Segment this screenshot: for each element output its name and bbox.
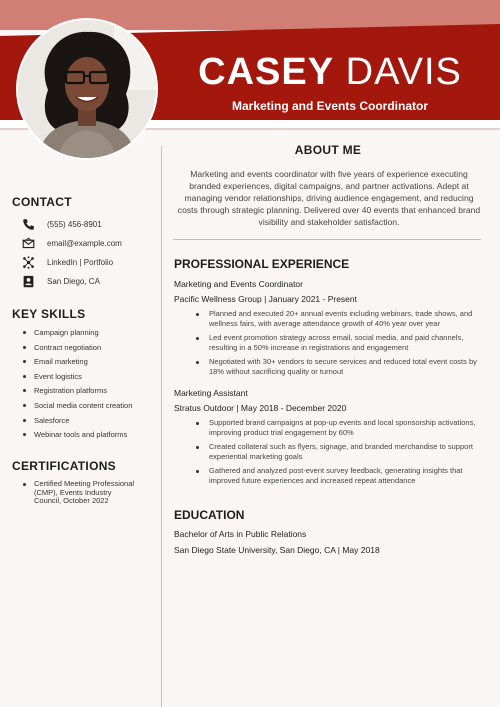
portrait-illustration: [18, 20, 156, 158]
contact-heading: CONTACT: [12, 195, 72, 209]
location-icon: [21, 274, 35, 288]
last-name: DAVIS: [345, 51, 462, 93]
job-title: Marketing and Events Coordinator: [174, 279, 303, 289]
column-divider: [161, 146, 162, 707]
job-title: Marketing Assistant: [174, 388, 248, 398]
job-bullet: Created collateral such as flyers, signage, and branded merchandise to support experiential marketing goals: [174, 442, 484, 462]
location-text: San Diego, CA: [47, 276, 100, 286]
certifications-list: [12, 480, 140, 506]
certifications-heading: CERTIFICATIONS: [12, 459, 116, 473]
skill-item: Social media content creation: [12, 401, 152, 410]
skill-item: Salesforce: [12, 416, 152, 425]
skill-item: Registration platforms: [12, 386, 152, 395]
candidate-name: [180, 52, 480, 92]
skills-heading: KEY SKILLS: [12, 307, 86, 321]
contact-location: [21, 273, 100, 289]
job-role: Marketing and Events Coordinator: [231, 99, 429, 113]
skill-item: Email marketing: [12, 357, 152, 366]
phone-number: (555) 456-8901: [47, 219, 102, 229]
contact-phone: [21, 216, 102, 232]
skill-item: Webinar tools and platforms: [12, 430, 152, 439]
skill-item: Contract negotiation: [12, 343, 152, 352]
contact-links: [21, 254, 113, 270]
job-company: Stratus Outdoor | May 2018 - December 2020: [174, 403, 347, 413]
education-degree: Bachelor of Arts in Public Relations: [174, 529, 307, 539]
education-heading: EDUCATION: [174, 508, 245, 522]
email-icon: [21, 236, 35, 250]
skill-item: Event logistics: [12, 372, 152, 381]
job-bullets: [174, 418, 484, 490]
experience-heading: PROFESSIONAL EXPERIENCE: [174, 257, 350, 271]
job-bullet: Gathered and analyzed post-event survey feedback, generating insights that improved future experiences and increased repeat attendance: [174, 466, 484, 486]
job-bullet: Supported brand campaigns at pop-up events and local sponsorship activations, improving product trial engagement by 60%: [174, 418, 484, 438]
profile-photo: [18, 20, 156, 158]
network-icon: [21, 255, 35, 269]
job-bullet: Negotiated with 30+ vendors to secure services and reduced total event costs by 18% without sacrificing quality or turnout: [174, 357, 484, 377]
skill-item: Campaign planning: [12, 328, 152, 337]
job-bullet: Led event promotion strategy across email, social media, and paid channels, resulting in a 50% increase in registrations and engagement: [174, 333, 484, 353]
contact-email: [21, 235, 122, 251]
links-text: LinkedIn | Portfolio: [47, 257, 114, 267]
first-name: CASEY: [198, 51, 335, 93]
job-company: Pacific Wellness Group | January 2021 - Present: [174, 294, 357, 304]
about-text: Marketing and events coordinator with five years of experience executing branded experiences, digital campaigns, and partner activations. Adept at managing vendor relationships, driving audience engagement, and reducing costs through strategic planning. Delivered over 40 events that enhanced brand visibility and stakeholder satisfaction.: [177, 169, 481, 227]
email-address: email@example.com: [47, 238, 122, 248]
job-bullets: [174, 309, 484, 381]
certification-item: Certified Meeting Professional (CMP), Events Industry Council, October 2022: [12, 480, 140, 506]
phone-icon: [21, 217, 35, 231]
education-school: San Diego State University, San Diego, CA | May 2018: [174, 545, 380, 555]
skills-list: [12, 328, 152, 439]
about-divider: [173, 239, 481, 240]
job-bullet: Planned and executed 20+ annual events including webinars, trade shows, and wellness fairs, with average attendance growth of 40% year over year: [174, 309, 484, 329]
about-heading: ABOUT ME: [294, 143, 362, 157]
